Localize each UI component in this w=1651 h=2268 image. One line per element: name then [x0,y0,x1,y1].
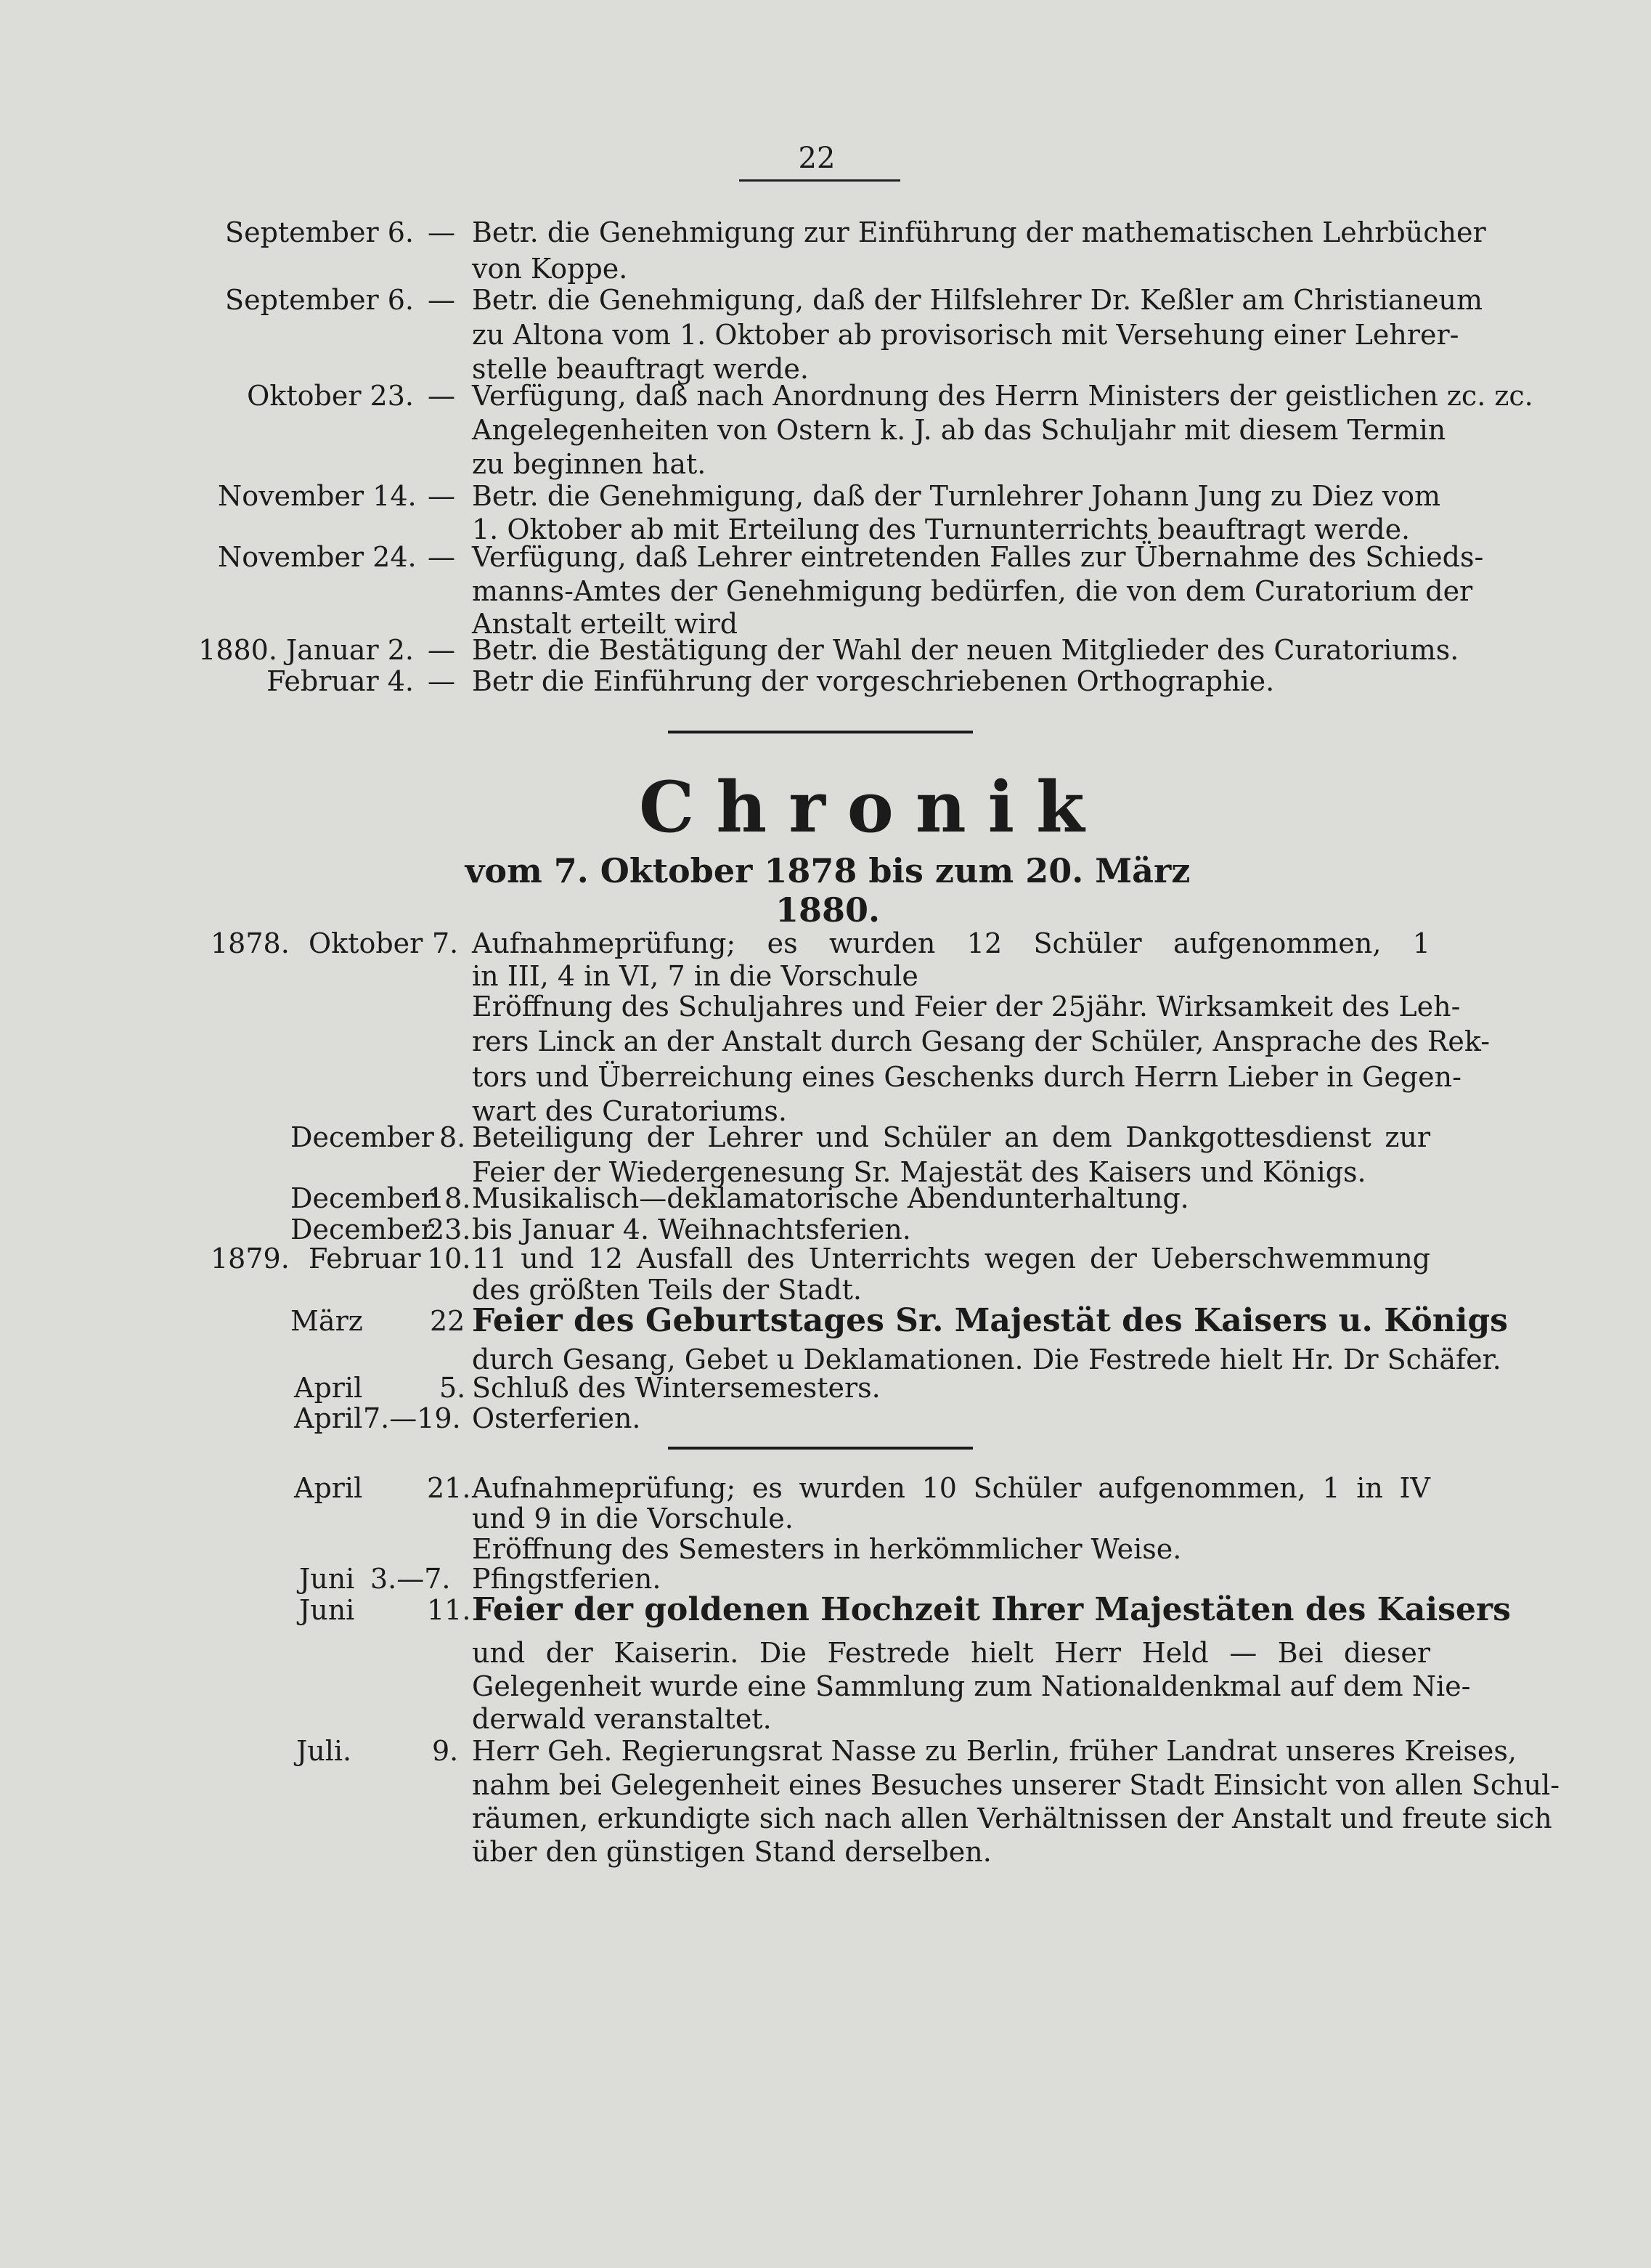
entry-line: wart des Curatoriums. [472,1095,788,1127]
entry-line: Aufnahmeprüfung; es wurden 10 Schüler aufgenommen, 1 in IV [472,1472,1430,1504]
page-number: 22 [798,142,836,175]
entry-line: Beteiligung der Lehrer und Schüler an dem Dankgottesdienst zur [472,1121,1430,1153]
entry-dash: — [428,216,455,248]
entry-day: 7.—19. [363,1402,461,1434]
entry-line: Anstalt erteilt wird [472,608,738,640]
entry-line: stelle beauftragt werde. [472,353,809,385]
entry-line: Gelegenheit wurde eine Sammlung zum Nationaldenkmal auf dem Nie- [472,1670,1471,1702]
page-number-rule [739,179,900,182]
entry-line: Angelegenheiten von Ostern k. J. ab das Schuljahr mit diesem Termin [472,414,1446,446]
entry-line: 1. Oktober ab mit Erteilung des Turnunterrichts beauftragt werde. [472,513,1411,545]
entry-month: Juni [299,1563,355,1595]
entry-line: Feier des Geburtstages Sr. Majestät des Kaisers u. Königs [472,1302,1508,1339]
entry-day: 3.—7. [370,1563,451,1595]
entry-month: December [290,1182,434,1214]
entry-line: derwald veranstaltet. [472,1703,772,1735]
entry-line: nahm bei Gelegenheit eines Besuches unserer Stadt Einsicht von allen Schul- [472,1769,1560,1801]
entry-month: April [294,1372,363,1404]
entry-month: Februar [309,1243,421,1275]
entry-line: manns-Amtes der Genehmigung bedürfen, die von dem Curatorium der [472,575,1473,607]
entry-line: Feier der goldenen Hochzeit Ihrer Majestäten des Kaisers [472,1591,1511,1628]
entry-line: Eröffnung des Schuljahres und Feier der 25jähr. Wirksamkeit des Leh- [472,991,1461,1023]
entry-line: Schluß des Wintersemesters. [472,1372,881,1404]
entry-line: Aufnahmeprüfung; es wurden 12 Schüler aufgenommen, 1 [472,927,1430,959]
entry-line: bis Januar 4. Weihnachtsferien. [472,1214,911,1245]
entry-day: 18. [427,1182,471,1214]
entry-day: 10. [427,1243,471,1275]
entry-month: December [290,1214,434,1245]
entry-dash: — [428,480,455,512]
entry-line: von Koppe. [472,253,628,285]
entry-dash: — [428,284,455,316]
entry-line: durch Gesang, Gebet u Deklamationen. Die Festrede hielt Hr. Dr Schäfer. [472,1344,1501,1375]
entry-date: November 24. [218,541,417,573]
entry-line: tors und Überreichung eines Geschenks durch Herrn Lieber in Gegen- [472,1061,1462,1093]
entry-line: Betr. die Genehmigung, daß der Turnlehrer Johann Jung zu Diez vom [472,480,1441,512]
entry-line: zu beginnen hat. [472,448,706,480]
entry-year: 1879. [211,1243,290,1275]
entry-month: Juli. [296,1735,352,1767]
entry-day: 22 [430,1305,465,1337]
entry-line: Musikalisch—deklamatorische Abendunterhaltung. [472,1182,1189,1214]
entry-line: Osterferien. [472,1402,641,1434]
entry-line: in III, 4 in VI, 7 in die Vorschule [472,960,918,992]
entry-line: und 9 in die Vorschule. [472,1503,794,1535]
entry-year: 1878. [211,927,290,959]
entry-line: rers Linck an der Anstalt durch Gesang der Schüler, Ansprache des Rek- [472,1025,1491,1057]
section-divider [668,1447,973,1450]
entry-day: 11. [427,1594,471,1626]
entry-line: Feier der Wiedergenesung Sr. Majestät des Kaisers und Königs. [472,1156,1366,1188]
entry-month: April [294,1472,363,1504]
entry-date: September 6. [225,284,414,316]
entry-dash: — [428,380,455,412]
entry-line: Betr. die Bestätigung der Wahl der neuen Mitglieder des Curatoriums. [472,634,1459,666]
entry-line: räumen, erkundigte sich nach allen Verhältnissen der Anstalt und freute sich [472,1802,1552,1834]
entry-line: Eröffnung des Semesters in herkömmlicher Weise. [472,1533,1182,1565]
entry-line: Verfügung, daß nach Anordnung des Herrn Ministers der geistlichen zc. zc. [472,380,1533,412]
entry-day: 7. [432,927,459,959]
entry-line: über den günstigen Stand derselben. [472,1836,992,1868]
entry-date: Februar 4. [266,665,414,697]
entry-date: 1880. Januar 2. [198,634,414,666]
entry-month: Juni [299,1594,355,1626]
entry-dash: — [428,541,455,573]
entry-month: April [294,1402,363,1434]
entry-line: Betr. die Genehmigung, daß der Hilfslehrer Dr. Keßler am Christianeum [472,284,1483,316]
entry-day: 9. [432,1735,459,1767]
entry-dash: — [428,665,455,697]
entry-month: März [290,1305,363,1337]
entry-line: Herr Geh. Regierungsrat Nasse zu Berlin, früher Landrat unseres Kreises, [472,1735,1517,1767]
entry-line: Verfügung, daß Lehrer eintretenden Falles zur Übernahme des Schieds- [472,541,1484,573]
entry-line: zu Altona vom 1. Oktober ab provisorisch mit Versehung einer Lehrer- [472,319,1459,351]
chronik-title: Chronik [639,766,1106,848]
entry-line: Betr die Einführung der vorgeschriebenen Orthographie. [472,665,1275,697]
entry-line: und der Kaiserin. Die Festrede hielt Herr Held — Bei dieser [472,1637,1430,1669]
entry-dash: — [428,634,455,666]
entry-line: Betr. die Genehmigung zur Einführung der mathematischen Lehrbücher [472,216,1486,248]
entry-day: 23. [427,1214,471,1245]
entry-month: Oktober [309,927,423,959]
entry-date: September 6. [225,216,414,248]
entry-day: 21. [427,1472,471,1504]
entry-line: des größten Teils der Stadt. [472,1274,862,1306]
section-divider [668,731,973,733]
entry-line: 11 und 12 Ausfall des Unterrichts wegen der Ueberschwemmung [472,1243,1430,1275]
entry-month: December [290,1121,434,1153]
entry-date: Oktober 23. [247,380,414,412]
entry-day: 5. [439,1372,466,1404]
entry-day: 8. [439,1121,466,1153]
chronik-subtitle: vom 7. Oktober 1878 bis zum 20. März 1880. [465,851,1191,930]
entry-line: Pfingstferien. [472,1563,661,1595]
entry-date: November 14. [218,480,417,512]
